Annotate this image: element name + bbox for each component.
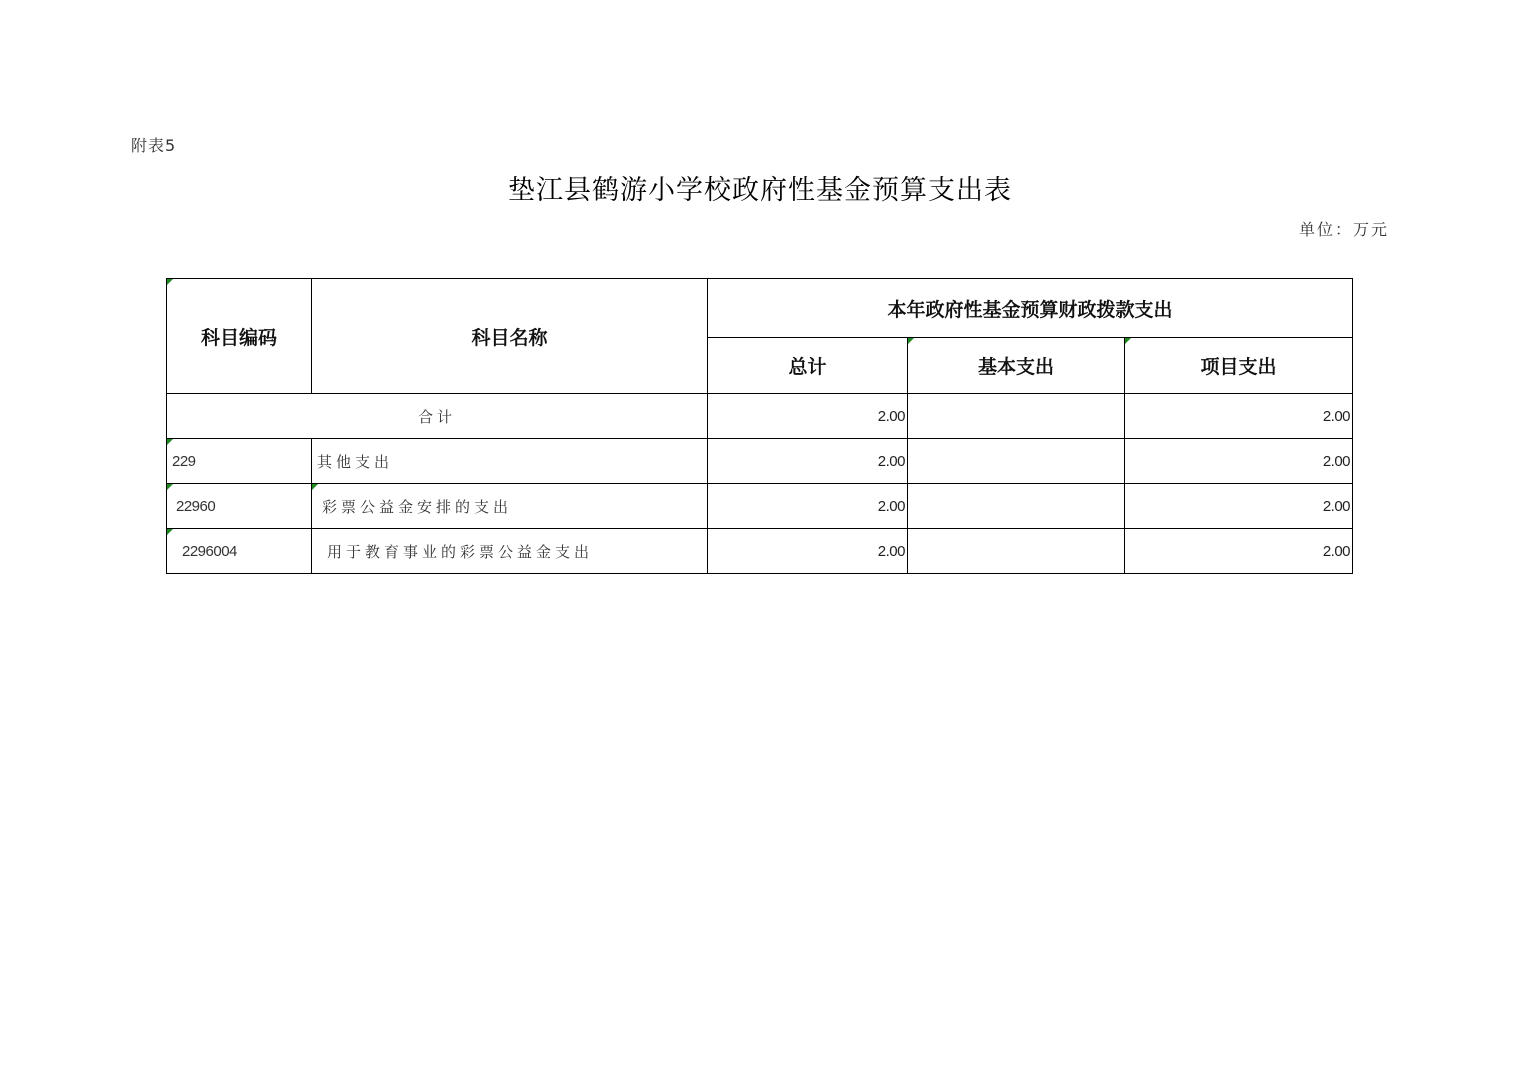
page-title: 垫江县鹤游小学校政府性基金预算支出表 xyxy=(508,175,1012,206)
row-basic xyxy=(908,439,1125,484)
annex-label: 附表5 xyxy=(131,136,177,155)
sum-row xyxy=(167,394,1353,439)
table-row xyxy=(167,484,1353,529)
row-project: 2.00 xyxy=(1125,439,1353,484)
row-code: 2296004 xyxy=(167,529,312,574)
header-basic: 基本支出 xyxy=(908,338,1125,394)
row-total: 2.00 xyxy=(708,439,908,484)
row-basic xyxy=(908,484,1125,529)
header-total: 总计 xyxy=(708,338,908,394)
row-project: 2.00 xyxy=(1125,484,1353,529)
header-project: 项目支出 xyxy=(1125,338,1353,394)
table-row xyxy=(167,529,1353,574)
row-basic xyxy=(908,529,1125,574)
unit-label: 单位：万元 xyxy=(1298,220,1389,239)
sum-total: 2.00 xyxy=(708,394,908,439)
row-name: 彩票公益金安排的支出 xyxy=(312,484,708,529)
row-total: 2.00 xyxy=(708,484,908,529)
header-name: 科目名称 xyxy=(312,279,708,394)
row-project: 2.00 xyxy=(1125,529,1353,574)
row-code: 229 xyxy=(167,439,312,484)
row-name: 其他支出 xyxy=(312,439,708,484)
sum-label: 合计 xyxy=(167,394,708,439)
row-name: 用于教育事业的彩票公益金支出 xyxy=(312,529,708,574)
sum-basic xyxy=(908,394,1125,439)
header-group: 本年政府性基金预算财政拨款支出 xyxy=(708,279,1353,338)
budget-table xyxy=(166,278,1353,574)
header-code: 科目编码 xyxy=(167,279,312,394)
sum-project: 2.00 xyxy=(1125,394,1353,439)
row-code: 22960 xyxy=(167,484,312,529)
table-row xyxy=(167,439,1353,484)
row-total: 2.00 xyxy=(708,529,908,574)
header-row-1 xyxy=(167,279,1353,338)
